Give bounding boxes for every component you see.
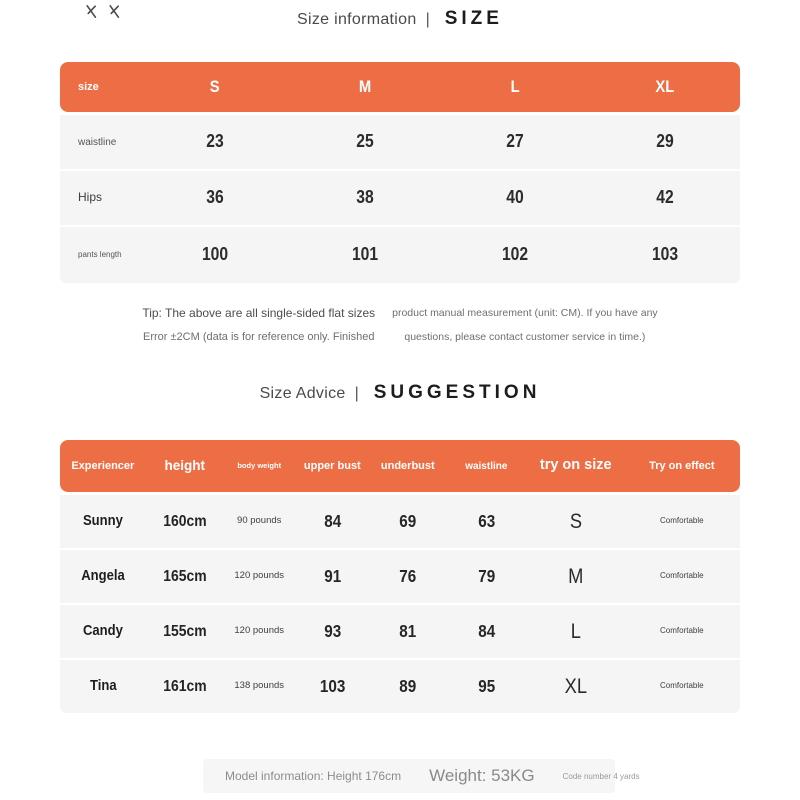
tip-line: questions, please contact customer service in time.) <box>404 331 646 343</box>
experiencer-height: 160cm <box>163 512 207 530</box>
col-header-try-on-effect: Try on effect <box>649 459 715 472</box>
experiencer-height: 155cm <box>163 622 207 640</box>
experiencer-weight: 138 pounds <box>234 680 285 692</box>
size-table-header-xl: XL <box>655 76 675 96</box>
experiencer-name: Tina <box>89 677 117 695</box>
col-header-waistline: waistline <box>465 460 508 472</box>
size-information-title-text: Size information <box>297 11 417 28</box>
size-title-caps: SIZE <box>444 8 503 29</box>
size-table-cell: 100 <box>201 244 229 265</box>
model-weight-text: Weight: 53KG <box>429 766 535 785</box>
try-on-effect-value: Comfortable <box>660 681 704 691</box>
try-on-size-value: M <box>568 564 584 588</box>
upper-bust-value: 93 <box>323 620 341 641</box>
experiencer-height: 165cm <box>163 567 207 585</box>
experiencer-name: Candy <box>82 622 123 640</box>
code-number-text: Code number 4 yards <box>562 771 640 781</box>
size-table-header-s: S <box>210 76 220 96</box>
advice-row-tina <box>60 660 740 713</box>
experiencer-name: Angela <box>81 567 125 585</box>
row-label: waistline <box>78 136 117 148</box>
tip-right-column <box>392 301 658 349</box>
tip-line: Tip: The above are all single-sided flat sizes <box>142 306 376 320</box>
advice-row-angela <box>60 550 740 603</box>
size-table-header-label: size <box>78 80 99 93</box>
try-on-size-value: L <box>570 619 581 643</box>
underbust-value: 76 <box>399 565 417 586</box>
try-on-effect-value: Comfortable <box>660 571 704 581</box>
size-table-cell: 38 <box>356 187 374 208</box>
try-on-effect-value: Comfortable <box>660 516 704 526</box>
size-table-row-pants-length <box>60 227 740 283</box>
size-advice-title-text: Size Advice <box>259 385 346 402</box>
col-header-try-on-size: try on size <box>539 457 612 474</box>
try-on-size-value: S <box>569 509 582 533</box>
size-table-cell: 103 <box>651 244 679 265</box>
size-table-cell: 27 <box>506 131 524 152</box>
title-divider: | <box>354 385 359 402</box>
size-information-title <box>0 8 800 30</box>
size-table-cell: 25 <box>356 131 374 152</box>
tip-line: product manual measurement (unit: CM). If you have any <box>392 307 658 319</box>
waistline-value: 79 <box>477 565 495 586</box>
size-table-cell: 101 <box>351 244 379 265</box>
size-table-cell: 29 <box>656 131 674 152</box>
size-table-header-l: L <box>510 76 520 96</box>
col-header-underbust: underbust <box>380 459 435 472</box>
model-info-bar <box>203 759 640 793</box>
experiencer-weight: 120 pounds <box>234 570 285 582</box>
underbust-value: 89 <box>399 675 417 696</box>
size-table-cell: 36 <box>206 187 224 208</box>
suggestion-title-caps: SUGGESTION <box>373 382 541 403</box>
model-info-text: Model information: Height 176cm <box>225 769 402 783</box>
try-on-size-value: XL <box>564 674 587 698</box>
size-table-row-hips <box>60 171 740 225</box>
size-table-cell: 23 <box>206 131 224 152</box>
waistline-value: 63 <box>477 510 495 531</box>
size-table-row-waistline <box>60 115 740 169</box>
try-on-effect-value: Comfortable <box>660 626 704 636</box>
experiencer-height: 161cm <box>163 677 207 695</box>
col-header-height: height <box>164 457 206 473</box>
row-label: Hips <box>78 190 103 205</box>
experiencer-weight: 90 pounds <box>237 515 282 527</box>
upper-bust-value: 84 <box>323 510 341 531</box>
upper-bust-value: 103 <box>319 675 346 696</box>
size-advice-title <box>0 382 800 404</box>
size-table-cell: 40 <box>506 187 524 208</box>
size-table <box>60 62 740 283</box>
advice-row-candy <box>60 605 740 658</box>
upper-bust-value: 91 <box>323 565 341 586</box>
experiencer-name: Sunny <box>82 512 123 530</box>
measurement-tip <box>0 301 800 349</box>
advice-table <box>60 440 740 713</box>
tip-left-column <box>142 301 375 349</box>
waistline-value: 84 <box>477 620 495 641</box>
size-table-header-m: M <box>358 76 372 96</box>
underbust-value: 69 <box>399 510 417 531</box>
row-label: pants length <box>78 249 122 259</box>
col-header-experiencer: Experiencer <box>71 459 135 472</box>
title-divider: | <box>425 11 430 28</box>
size-table-cell: 102 <box>501 244 529 265</box>
advice-table-header <box>60 440 740 492</box>
size-table-header <box>60 62 740 112</box>
underbust-value: 81 <box>399 620 417 641</box>
col-header-upper-bust: upper bust <box>303 459 361 472</box>
advice-row-sunny <box>60 495 740 548</box>
experiencer-weight: 120 pounds <box>234 625 285 637</box>
col-header-body-weight: body weight <box>237 460 282 470</box>
size-table-cell: 42 <box>656 187 674 208</box>
tip-line: Error ±2CM (data is for reference only. Finished <box>143 331 375 343</box>
waistline-value: 95 <box>477 675 495 696</box>
